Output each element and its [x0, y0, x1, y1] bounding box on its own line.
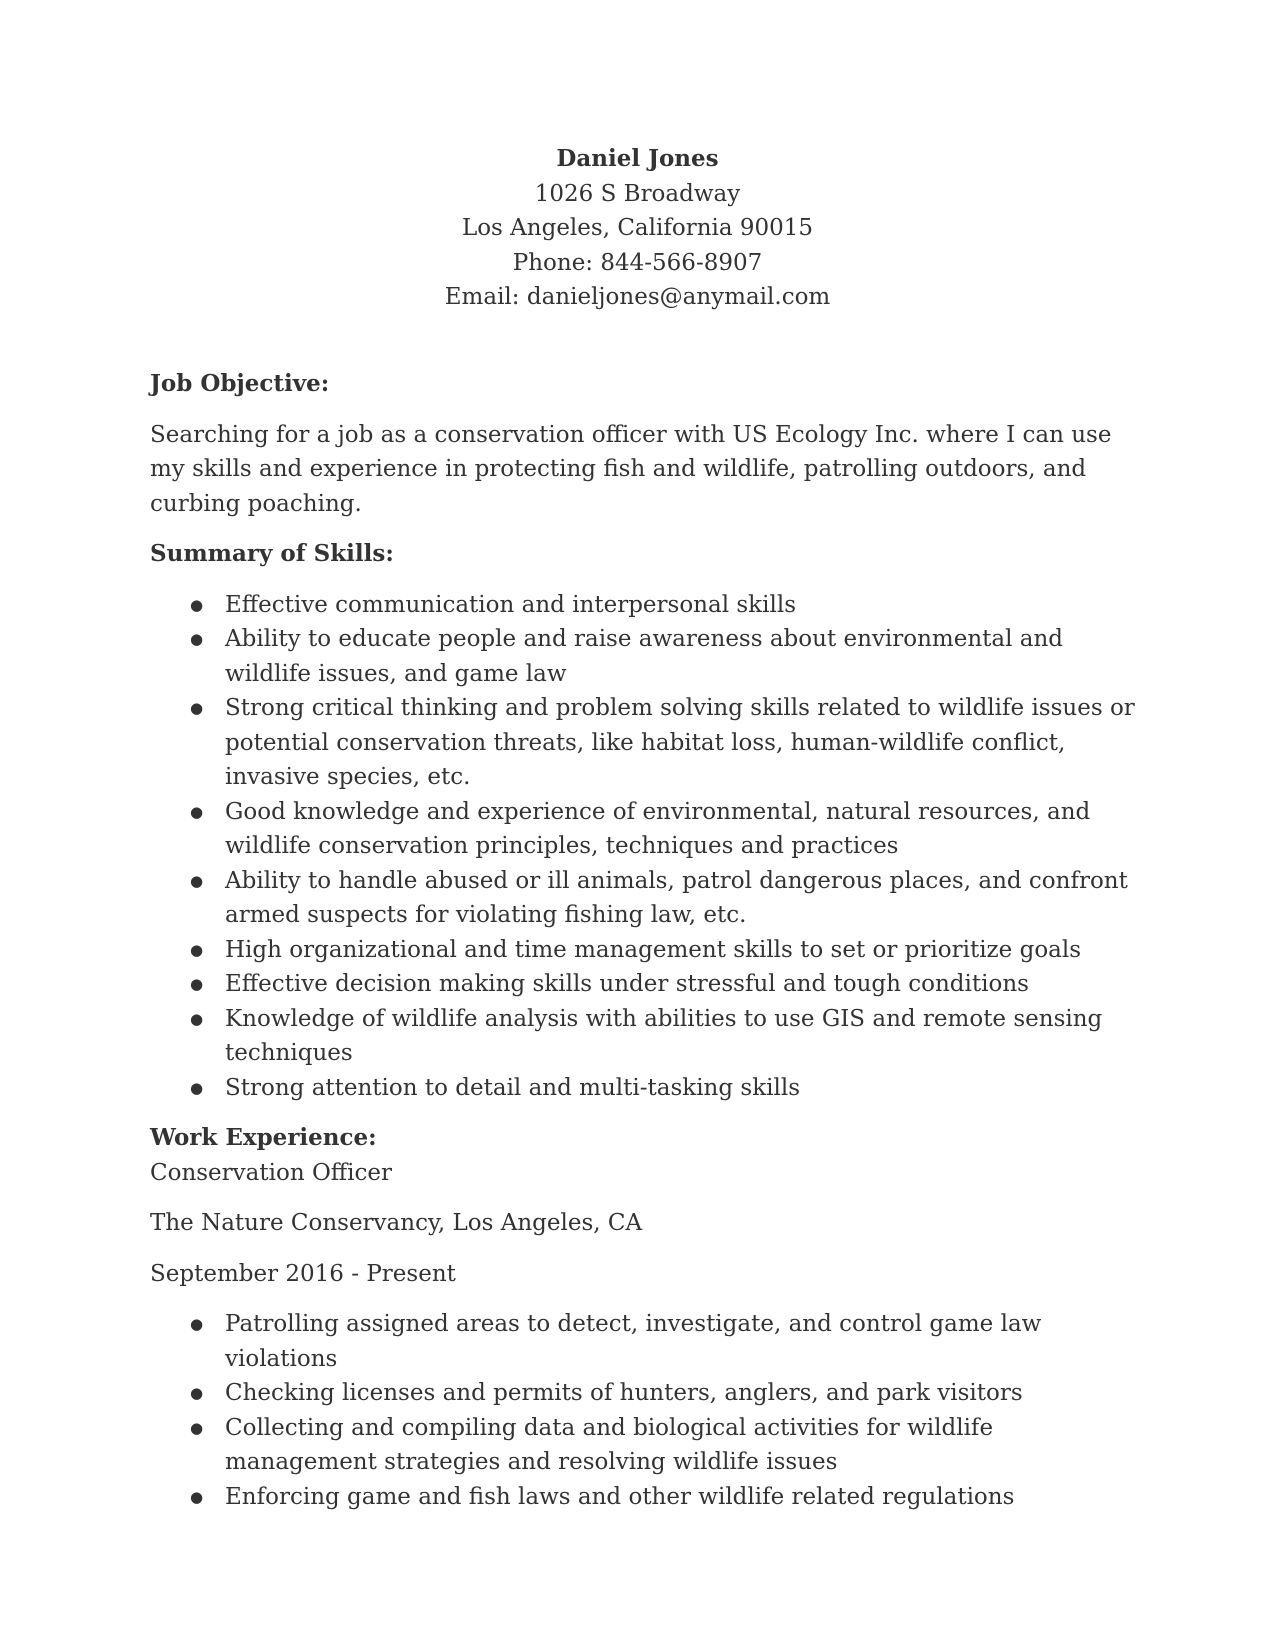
list-item — [150, 933, 1135, 968]
spacer — [150, 1105, 1135, 1121]
list-item — [150, 864, 1135, 933]
skill-text: Strong critical thinking and problem solving skills related to wildlife issues or potential conservation threats, like habitat loss, human-wildlife conflict, invasive species, etc. — [225, 695, 1135, 790]
bullet-icon: ● — [190, 630, 204, 648]
resume-body — [150, 367, 1135, 1514]
list-item — [150, 795, 1135, 864]
bullet-icon: ● — [190, 940, 204, 959]
spacer — [150, 1291, 1135, 1307]
address-line: 1026 S Broadway — [534, 180, 741, 207]
duty-text: Collecting and compiling data and biological activities for wildlife management strategies and resolving wildlife issues — [225, 1414, 994, 1475]
skill-text: Strong attention to detail and multi-tasking skills — [225, 1074, 801, 1101]
duties-list — [150, 1307, 1135, 1514]
experience-heading: Work Experience: — [150, 1124, 377, 1151]
bullet-icon: ● — [190, 1078, 204, 1097]
list-item — [150, 622, 1135, 691]
list-item — [150, 1376, 1135, 1411]
list-item — [150, 1411, 1135, 1480]
list-item — [150, 1480, 1135, 1515]
duty-text: Patrolling assigned areas to detect, investigate, and control game law violations — [225, 1311, 1042, 1372]
skill-text: Knowledge of wildlife analysis with abilities to use GIS and remote sensing techniques — [225, 1005, 1103, 1066]
spacer — [150, 1190, 1135, 1206]
phone-line: Phone: 844-566-8907 — [512, 249, 763, 276]
job-title: Conservation Officer — [150, 1159, 392, 1186]
bullet-icon: ● — [190, 1009, 204, 1028]
employer-line: The Nature Conservancy, Los Angeles, CA — [150, 1210, 643, 1236]
skill-text: Effective decision making skills under stressful and tough conditions — [225, 971, 1029, 997]
contact-header — [0, 142, 1275, 315]
bullet-icon: ● — [190, 871, 204, 890]
email-line: Email: danieljones@anymail.com — [444, 284, 831, 310]
city-line: Los Angeles, California 90015 — [461, 215, 814, 241]
duty-text: Enforcing game and fish laws and other wildlife related regulations — [225, 1483, 1015, 1510]
list-item — [150, 1071, 1135, 1106]
bullet-icon: ● — [190, 1384, 204, 1402]
bullet-icon: ● — [190, 1418, 204, 1437]
list-item — [150, 691, 1135, 795]
spacer — [150, 521, 1135, 537]
list-item — [150, 588, 1135, 623]
list-item — [150, 1002, 1135, 1071]
objective-heading: Job Objective: — [150, 370, 330, 397]
bullet-icon: ● — [190, 699, 204, 717]
skill-text: Effective communication and interpersonal skills — [225, 591, 796, 618]
skill-text: High organizational and time management skills to set or prioritize goals — [225, 936, 1082, 963]
list-item — [150, 1307, 1135, 1376]
job-dates: September 2016 - Present — [150, 1260, 456, 1287]
objective-text: Searching for a job as a conservation officer with US Ecology Inc. where I can use my skills and experience in protecting fish and wildlife, patrolling outdoors, and curbing poaching. — [150, 421, 1112, 517]
bullet-icon: ● — [190, 975, 204, 993]
spacer — [150, 572, 1135, 588]
list-item — [150, 967, 1135, 1002]
bullet-icon: ● — [190, 1315, 204, 1333]
skills-heading: Summary of Skills: — [150, 540, 394, 567]
skill-text: Ability to handle abused or ill animals, patrol dangerous places, and confront armed suspects for violating fishing law, etc. — [225, 867, 1128, 928]
candidate-name: Daniel Jones — [556, 145, 719, 172]
bullet-icon: ● — [190, 802, 204, 821]
spacer — [150, 402, 1135, 418]
bullet-icon: ● — [190, 1487, 204, 1506]
skill-text: Ability to educate people and raise awareness about environmental and wildlife issues, and game law — [225, 626, 1064, 687]
skill-text: Good knowledge and experience of environmental, natural resources, and wildlife conservation principles, techniques and practices — [225, 798, 1091, 859]
bullet-icon: ● — [190, 595, 204, 614]
duty-text: Checking licenses and permits of hunters, anglers, and park visitors — [225, 1380, 1023, 1406]
spacer — [150, 1241, 1135, 1257]
skills-list — [150, 588, 1135, 1106]
